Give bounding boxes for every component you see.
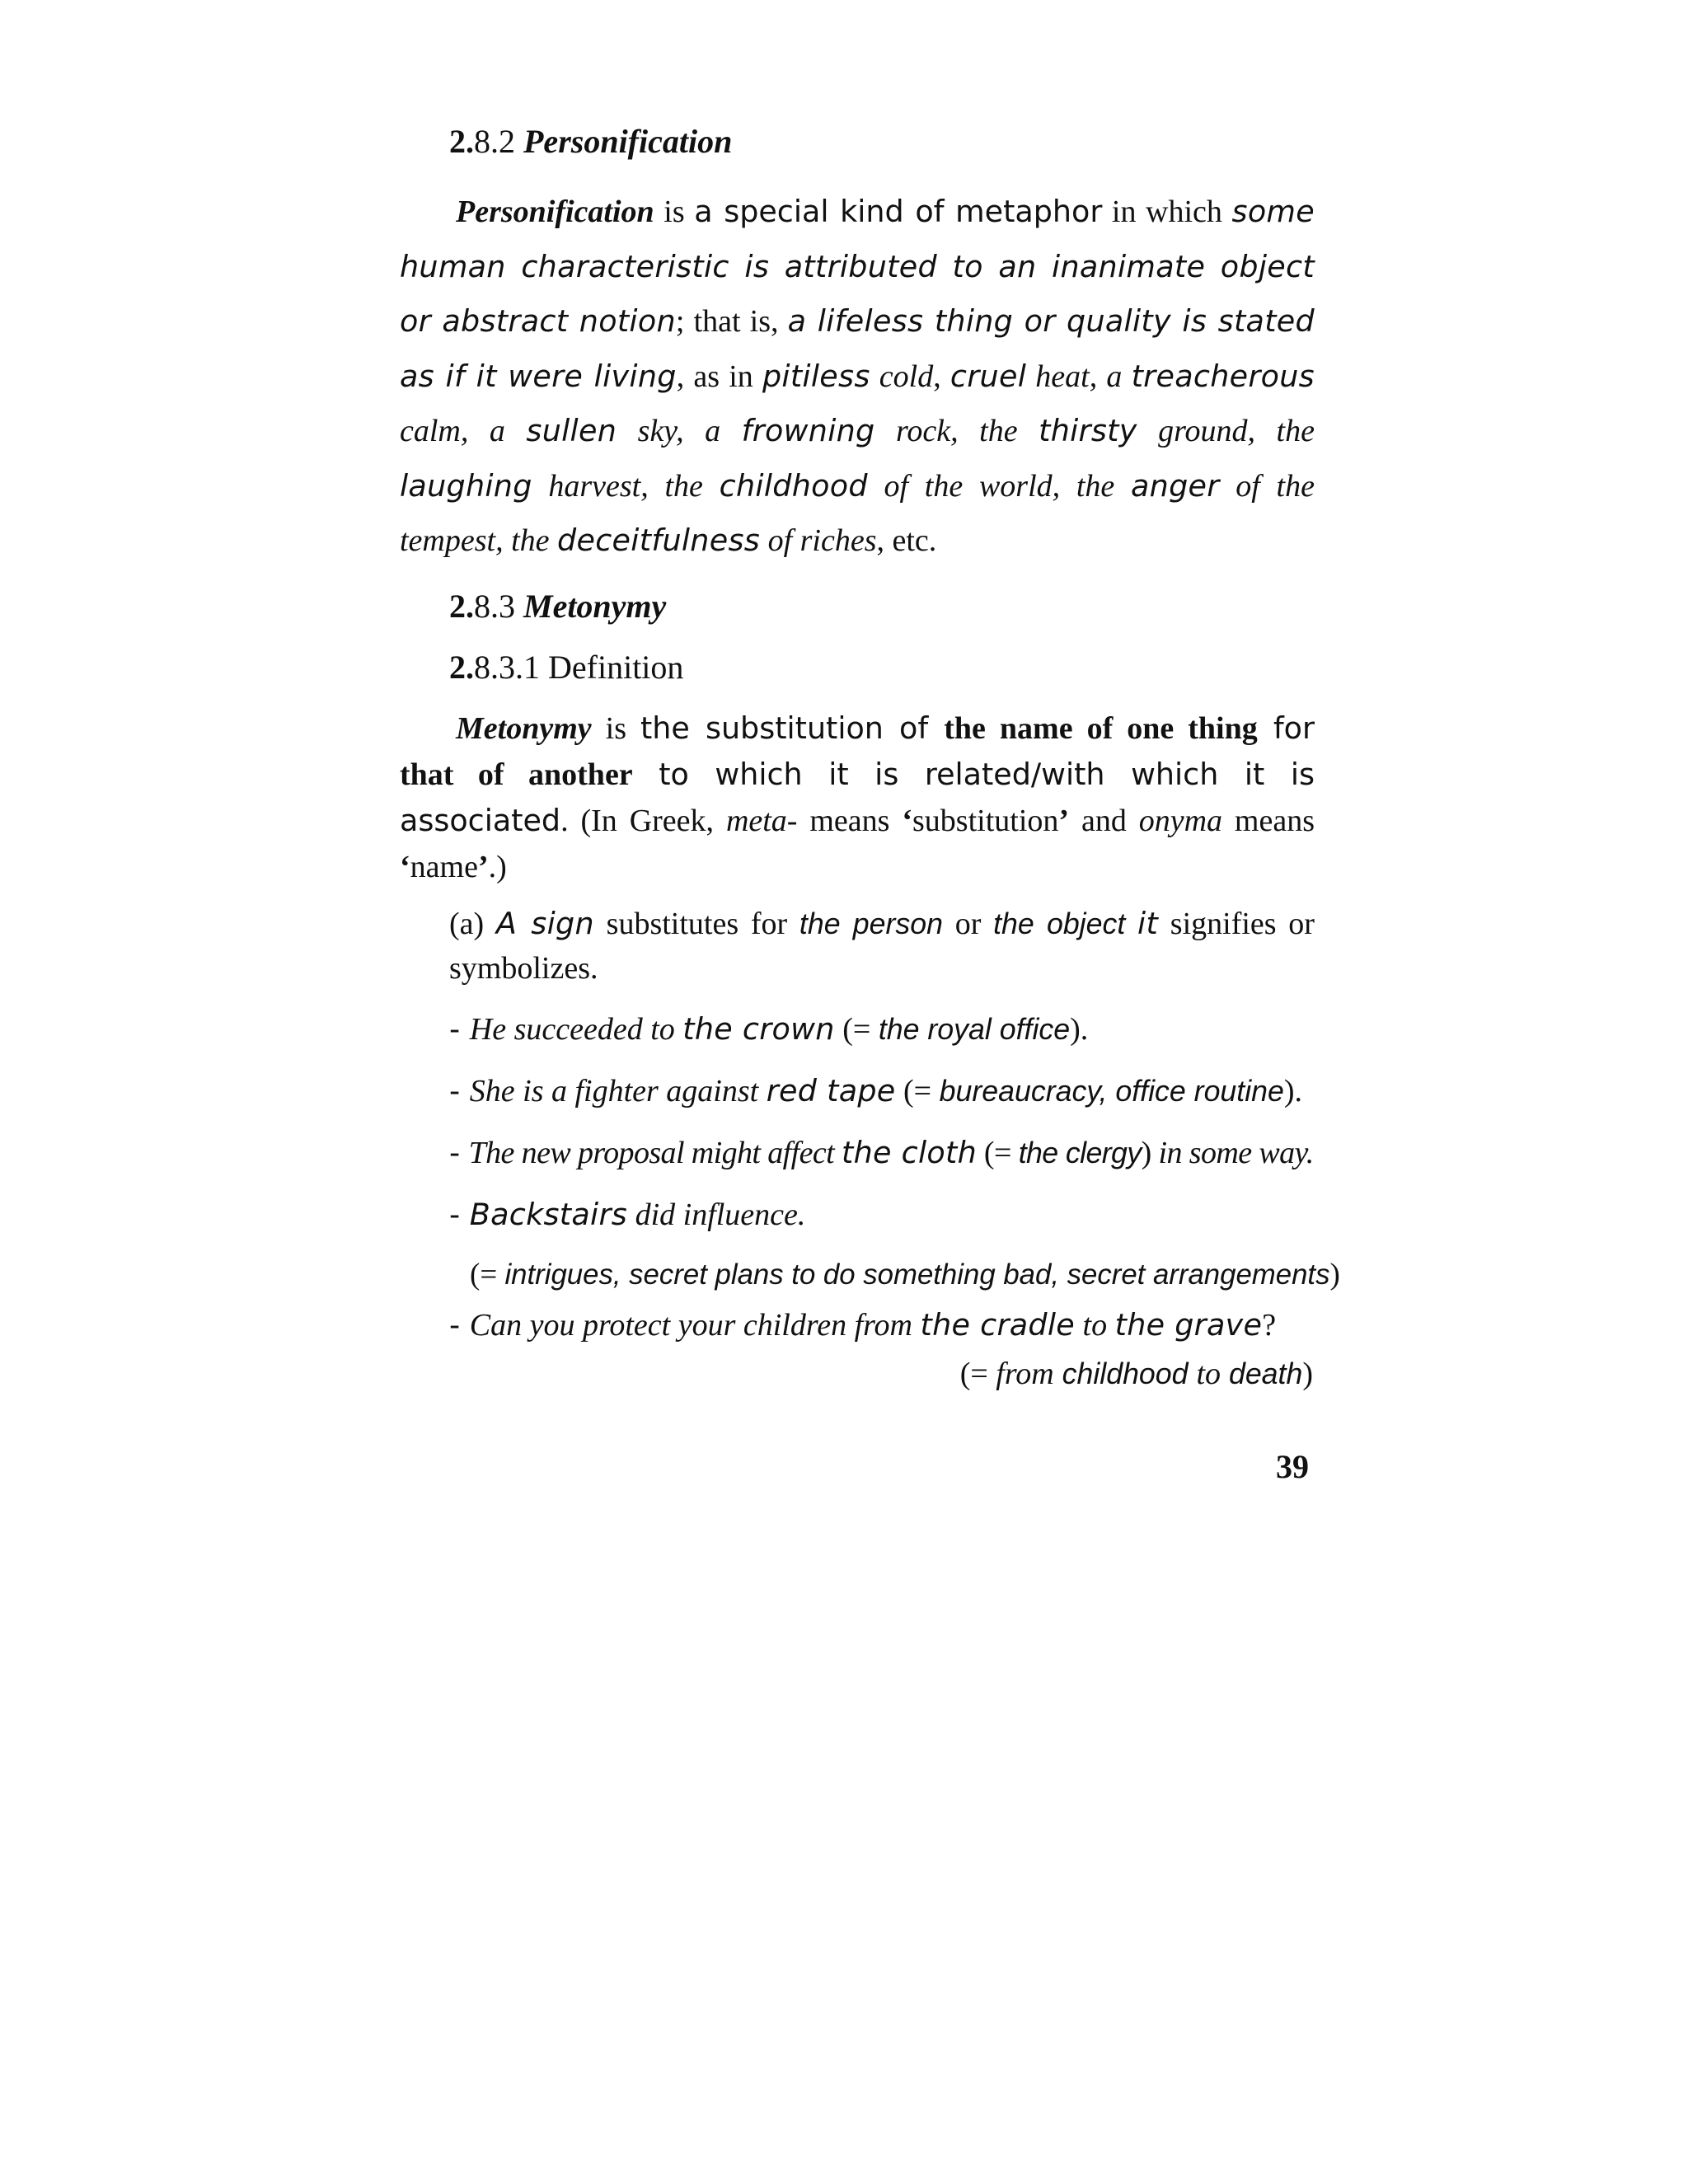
section-heading-metonymy: 2.8.3 Metonymy [449,588,667,625]
metonymy-definition: Metonymy is the substitution of the name of one thing for that of another to which it is related/with which it is associated. (In Greek, meta- means ‘substitution’ and onyma means ‘name’.) [400,710,1315,884]
list-item-a: (a) A sign substitutes for the person or the object it signifies or symbolizes. [449,906,1315,986]
example-line-red-tape: - She is a fighter against red tape (= bureaucracy, office routine). [449,1073,1303,1108]
example-line-backstairs: - Backstairs did influence. [449,1197,806,1232]
example-gloss-backstairs: (= intrigues, secret plans to do something bad, secret arrangements) [470,1258,1340,1291]
example-line-cradle: - Can you protect your children from the cradle to the grave? [449,1307,1277,1343]
subsection-heading-definition: 2.8.3.1 Definition [449,649,684,686]
example-line-cloth: - The new proposal might affect the cloth (= the clergy) in some way. [449,1135,1314,1170]
example-line-crown: - He succeeded to the crown (= the royal office). [449,1011,1089,1047]
personification-definition: Personification is a special kind of metaphor in which some human characteristic is attributed to an inanimate object or abstract notion; that is, a lifeless thing or quality is stated as if it were living, as in pitiless cold, cruel heat, a treacherous calm, a sullen sky, a frowning rock, the thirsty ground, the laughing harvest, the childhood of the world, the anger of the tempest, the deceitfulness of riches, etc. [400,194,1315,558]
section-heading-personification: 2.8.2 Personification [449,123,733,160]
example-gloss-cradle: (= from childhood to death) [959,1357,1313,1391]
page-number: 39 [1276,1448,1309,1485]
